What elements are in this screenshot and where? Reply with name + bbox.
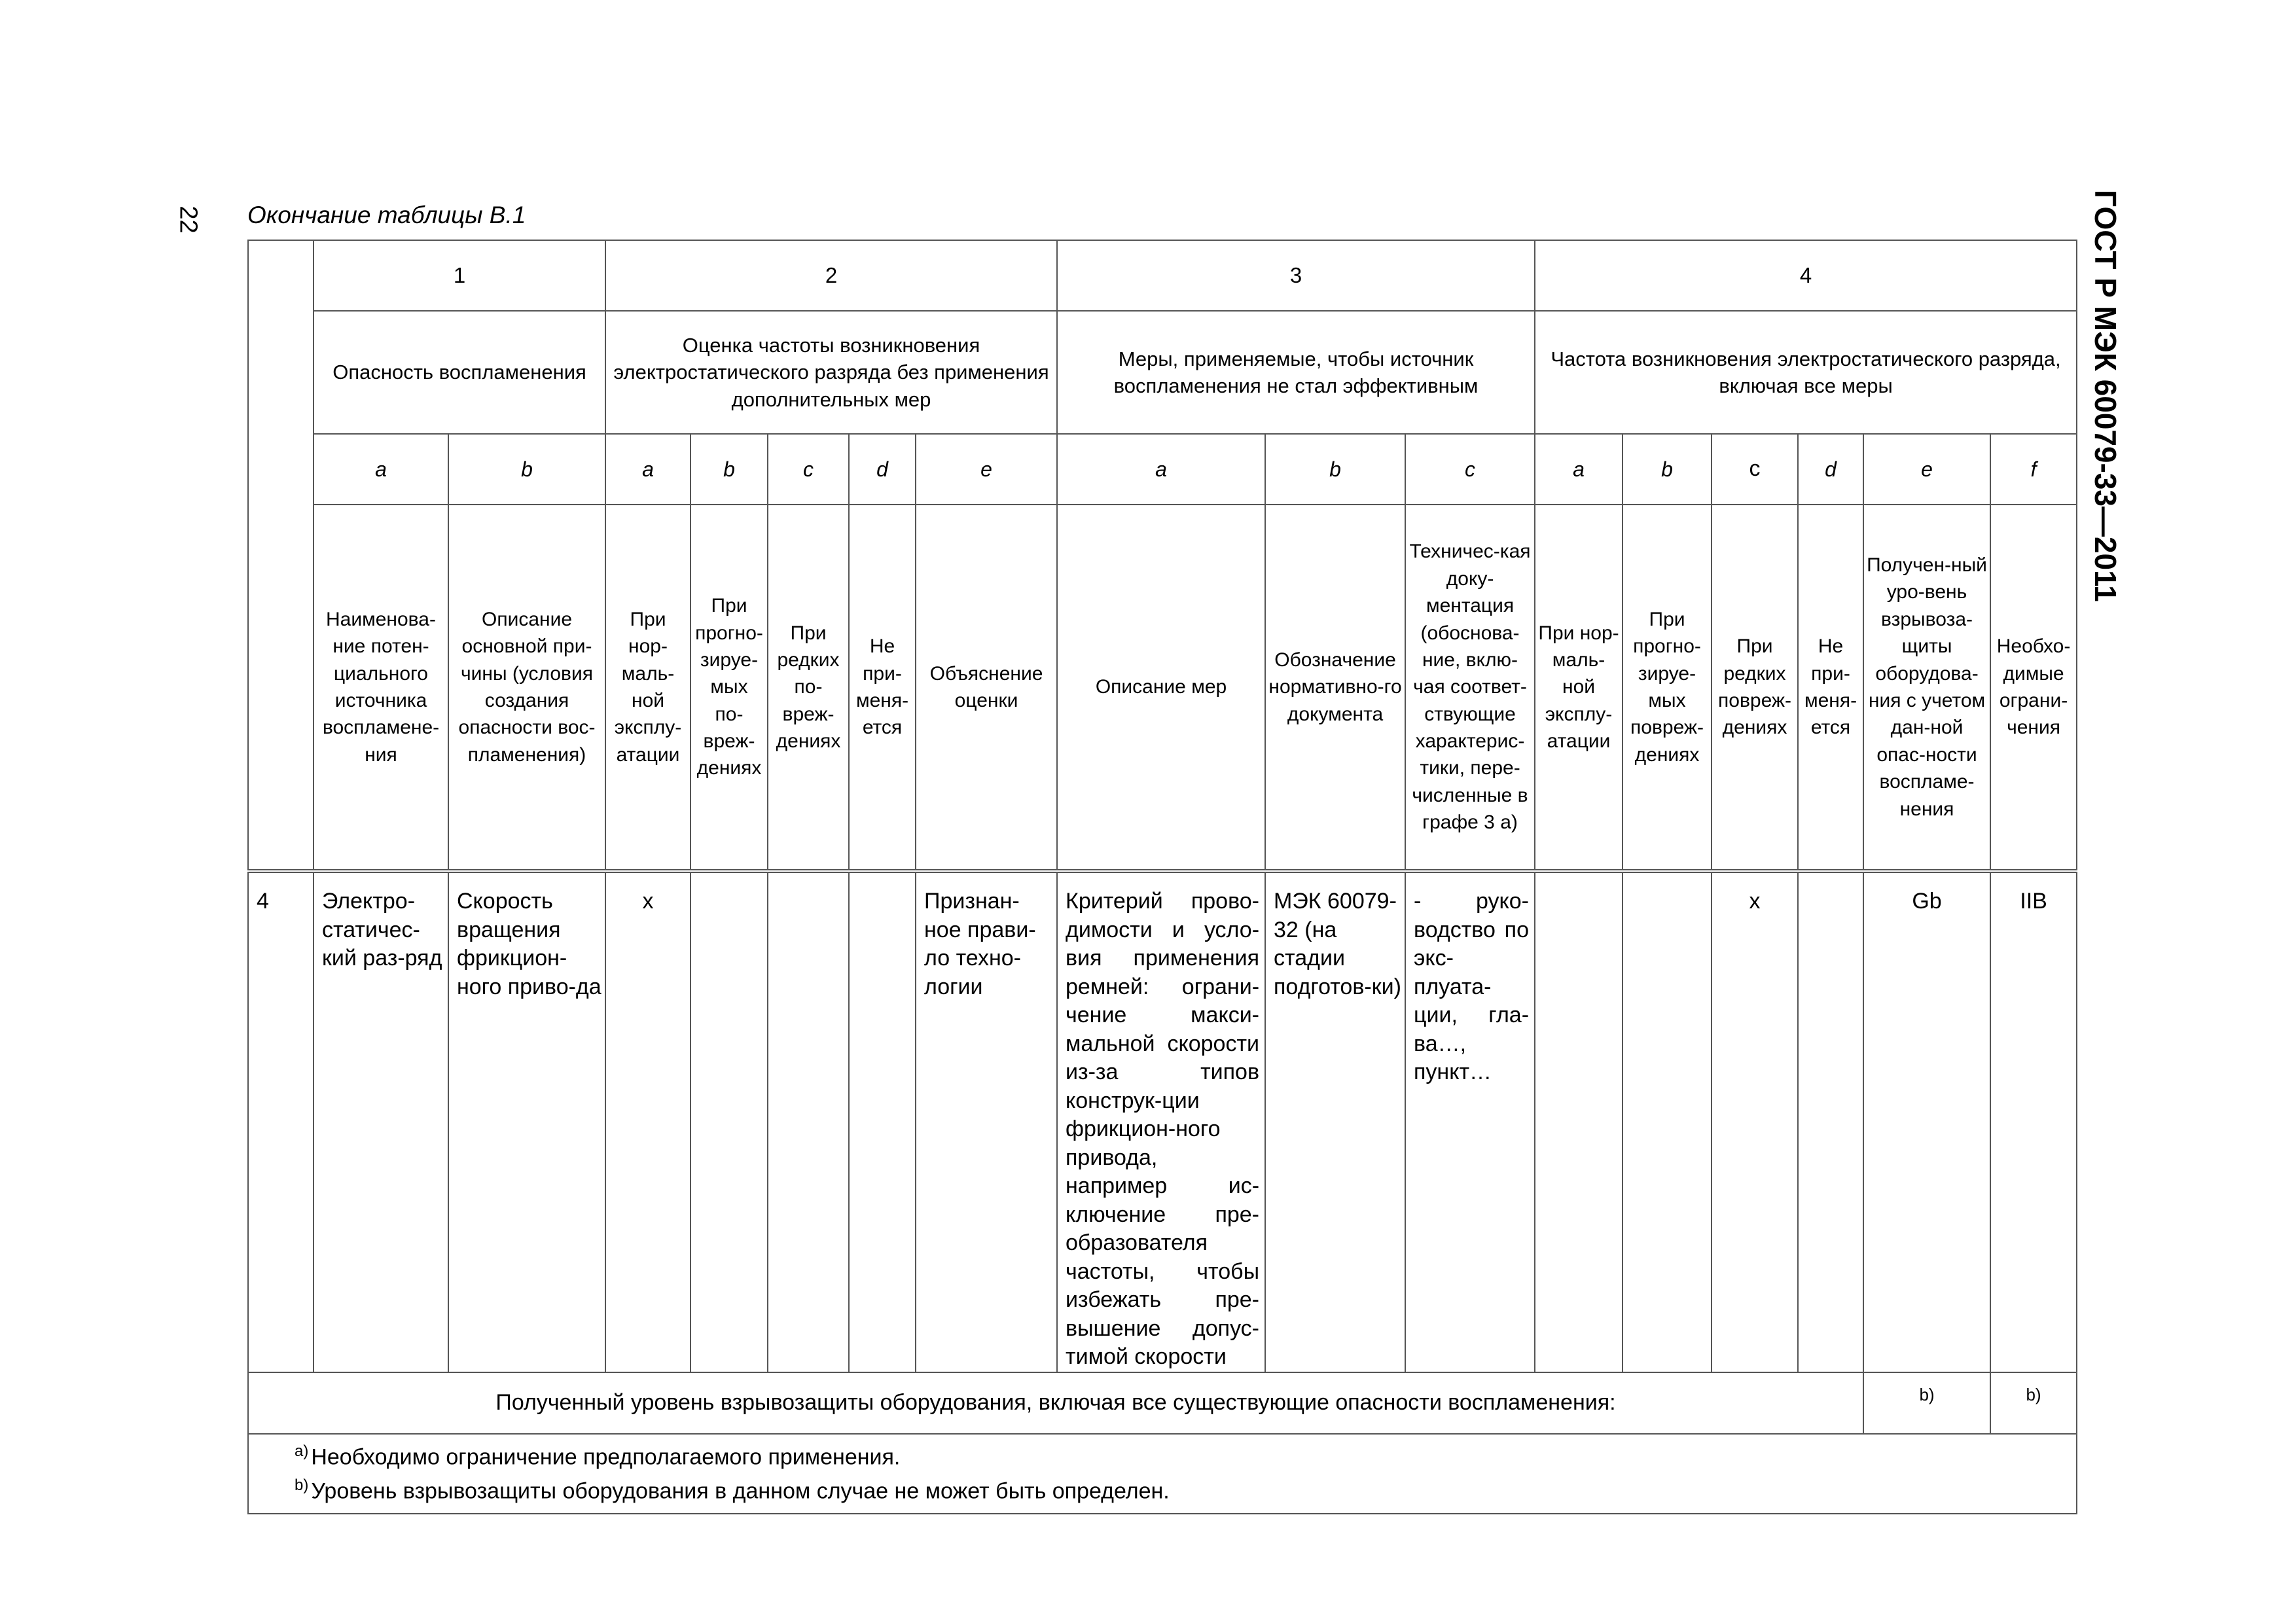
- cell-not-applicable-measures: [1798, 871, 1863, 1372]
- group-number-row: [248, 240, 2077, 311]
- column-header: При прогно-зируе-мых по-вреж-дениях: [691, 505, 768, 871]
- cell-ignition-source: Электро-статичес-кий раз-ряд: [314, 871, 448, 1372]
- cell-restrictions: IIB: [1990, 871, 2077, 1372]
- column-header: Получен-ный уро-вень взрывоза-щиты оборудова-ния с учетом дан-ной опас-ности воспламе-нения: [1863, 505, 1990, 871]
- column-letter: d: [1798, 434, 1863, 505]
- column-header: Техничес-кая доку-ментация (обоснова-ние, вклю-чая соответ-ствующие характерис-тики, пере-численные в графе 3 а): [1405, 505, 1535, 871]
- cell-cause-description: Скорость вращения фрикцион-ного приво-да: [448, 871, 605, 1372]
- column-header: Обозначение нормативно-го документа: [1265, 505, 1405, 871]
- column-letter: b: [1623, 434, 1712, 505]
- document-code: ГОСТ Р МЭК 60079-33—2011: [2089, 190, 2123, 602]
- column-header: Не при-меня-ется: [1798, 505, 1863, 871]
- column-letter: f: [1990, 434, 2077, 505]
- group-number-3: 3: [1057, 240, 1535, 311]
- column-letter: c: [1712, 434, 1798, 505]
- group-number-2: 2: [605, 240, 1057, 311]
- column-letter-row: [248, 434, 2077, 505]
- column-letter: c: [768, 434, 849, 505]
- cell-rare-malfunction: [768, 871, 849, 1372]
- column-letter: a: [605, 434, 691, 505]
- column-letter: e: [916, 434, 1057, 505]
- group-title-frequency-assessment: Оценка частоты возникновения электростатического разряда без применения дополнительных мер: [605, 311, 1057, 434]
- group-title-row: [248, 311, 2077, 434]
- column-letter: b: [448, 434, 605, 505]
- cell-normal-operation: x: [605, 871, 691, 1372]
- group-title-measures: Меры, применяемые, чтобы источник воспламенения не стал эффективным: [1057, 311, 1535, 434]
- group-number-1: 1: [314, 240, 605, 311]
- column-header: При редких повреж-дениях: [1712, 505, 1798, 871]
- column-header-row: [248, 505, 2077, 871]
- table-caption: Окончание таблицы В.1: [247, 202, 526, 228]
- footnote-a: [295, 1440, 2073, 1474]
- row-number-header: [248, 240, 314, 871]
- cell-assessment-explanation: Признан-ное прави-ло техно-логии: [916, 871, 1057, 1372]
- group-title-frequency-with-measures: Частота возникновения электростатического разряда, включая все меры: [1535, 311, 2077, 434]
- footnotes-row: [248, 1434, 2077, 1514]
- cell-expected-malfunction: [691, 871, 768, 1372]
- column-letter: d: [849, 434, 916, 505]
- cell-normal-operation-measures: [1535, 871, 1623, 1372]
- cell-not-applicable: [849, 871, 916, 1372]
- column-letter: b: [1265, 434, 1405, 505]
- column-letter: a: [1057, 434, 1265, 505]
- footnote-text: Уровень взрывозащиты оборудования в данном случае не может быть определен.: [311, 1478, 1170, 1504]
- column-header: Объяснение оценки: [916, 505, 1057, 871]
- column-header: При прогно-зируе-мых повреж-дениях: [1623, 505, 1712, 871]
- footnote-mark: a): [295, 1442, 309, 1460]
- column-letter: b: [691, 434, 768, 505]
- column-header: Наименова-ние потен-циального источника воспламене-ния: [314, 505, 448, 871]
- cell-technical-documentation: - руко-водство по экс-плуата-ции, гла-ва…, пункт…: [1405, 871, 1535, 1372]
- summary-row: [248, 1372, 2077, 1434]
- column-letter: c: [1405, 434, 1535, 505]
- column-header: При нор-маль-ной эксплу-атации: [605, 505, 691, 871]
- cell-measures-description: Критерий прово-димости и усло-вия применения ремней: ограни-чение макси-мальной скорости из-за типов конструк-ции фрикцион-ного привода, например ис-ключение пре-образователя частоты, чтобы избежать пре-вышение допус-тимой скорости: [1057, 871, 1265, 1372]
- column-letter: a: [1535, 434, 1623, 505]
- cell-expected-malfunction-measures: [1623, 871, 1712, 1372]
- column-letter: e: [1863, 434, 1990, 505]
- column-header: Не при-меня-ется: [849, 505, 916, 871]
- cell-rare-malfunction-measures: x: [1712, 871, 1798, 1372]
- continuation-table: [247, 240, 2077, 1514]
- footnotes: [248, 1434, 2077, 1514]
- cell-normative-document: МЭК 60079-32 (на стадии подготов-ки): [1265, 871, 1405, 1372]
- column-letter: a: [314, 434, 448, 505]
- group-number-4: 4: [1535, 240, 2077, 311]
- cell-protection-level: Gb: [1863, 871, 1990, 1372]
- column-header: Описание основной при-чины (условия создания опасности вос-пламенения): [448, 505, 605, 871]
- row-number: 4: [248, 871, 314, 1372]
- summary-mark-protection-level: b): [1863, 1372, 1990, 1434]
- footnote-text: Необходимо ограничение предполагаемого применения.: [311, 1444, 901, 1469]
- table-row: [248, 871, 2077, 1372]
- column-header: Необхо-димые ограни-чения: [1990, 505, 2077, 871]
- footnote-mark: b): [295, 1476, 309, 1494]
- page-number: 22: [174, 205, 202, 234]
- column-header: При нор-маль-ной эксплу-атации: [1535, 505, 1623, 871]
- group-title-ignition-hazard: Опасность воспламенения: [314, 311, 605, 434]
- column-header: При редких по-вреж-дениях: [768, 505, 849, 871]
- summary-mark-restrictions: b): [1990, 1372, 2077, 1434]
- footnote-b: [295, 1474, 2073, 1508]
- column-header: Описание мер: [1057, 505, 1265, 871]
- summary-label: Полученный уровень взрывозащиты оборудования, включая все существующие опасности воспламенения:: [248, 1372, 1863, 1434]
